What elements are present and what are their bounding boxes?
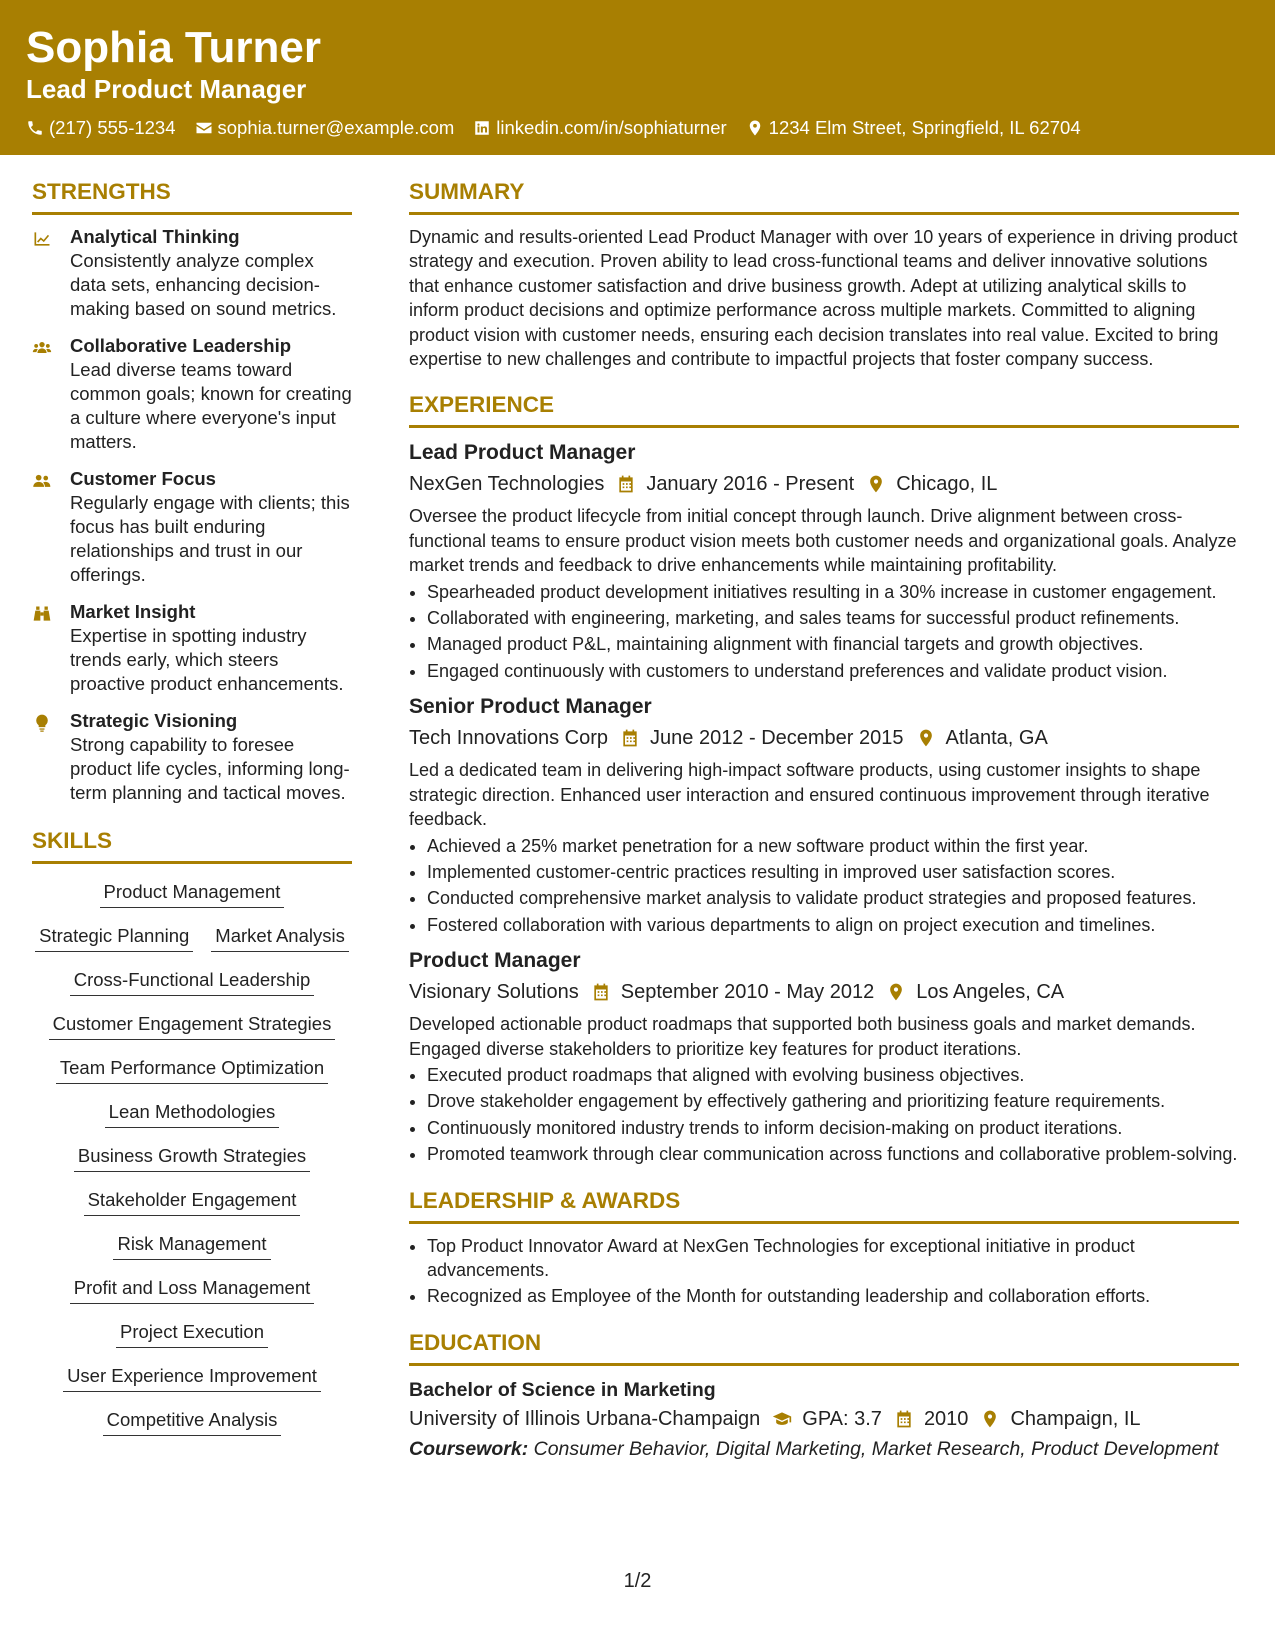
lightbulb-icon (32, 709, 70, 805)
job-bullets (409, 1063, 1239, 1167)
candidate-name: Sophia Turner (26, 23, 321, 72)
coursework-label: Coursework: (409, 1437, 529, 1460)
company-name: Tech Innovations Corp (409, 727, 609, 750)
job-dates: January 2016 - Present (646, 473, 855, 496)
calendar-icon (616, 474, 636, 494)
job-entry (409, 946, 1239, 1166)
contact-bar (26, 115, 1100, 141)
education-heading: EDUCATION (409, 1323, 1239, 1366)
skill-tag: Customer Engagement Strategies (49, 1006, 336, 1040)
calendar-icon (620, 728, 640, 748)
strength-item (32, 709, 352, 805)
bullet-item: • Executed product roadmaps that aligned with evolving business objectives. (427, 1063, 1239, 1087)
award-item: • Top Product Innovator Award at NexGen Technologies for exceptional initiative in product advancements. (427, 1234, 1239, 1283)
job-title: Lead Product Manager (409, 441, 636, 465)
job-description: Oversee the product lifecycle from initial concept through launch. Drive alignment between cross-functional teams to ensure product vision meets both customer needs and organizational goals. Analyze market trends and feedback to drive enhancements while maintaining profitability. (409, 506, 1237, 576)
skill-tag: Strategic Planning (35, 918, 193, 952)
resume-header (0, 0, 1275, 155)
bullet-item: • Spearheaded product development initiatives resulting in a 30% increase in customer engagement. (427, 580, 1239, 604)
summary-heading: SUMMARY (409, 172, 1239, 215)
line-chart-icon (32, 225, 70, 321)
company-name: Visionary Solutions (409, 981, 579, 1004)
contact-linkedin[interactable] (473, 115, 726, 141)
skill-tag: Market Analysis (211, 918, 349, 952)
education-meta (409, 1404, 1239, 1434)
job-meta (409, 722, 1239, 754)
strength-description: Expertise in spotting industry trends early, which steers proactive product enhancements. (70, 625, 344, 694)
awards-heading: LEADERSHIP & AWARDS (409, 1181, 1239, 1224)
contact-address (746, 115, 1081, 141)
phone-icon (26, 119, 44, 137)
skill-tag: Profit and Loss Management (70, 1270, 315, 1304)
education-section (409, 1323, 1239, 1464)
job-dates: September 2010 - May 2012 (620, 981, 875, 1004)
contact-email[interactable] (195, 115, 455, 141)
map-marker-icon (746, 119, 764, 137)
skill-tag: Competitive Analysis (103, 1402, 282, 1436)
skill-tag: Risk Management (113, 1226, 270, 1260)
graduation-year: 2010 (923, 1407, 969, 1430)
strength-title: Customer Focus (70, 468, 216, 489)
award-item: • Recognized as Employee of the Month for outstanding leadership and collaboration efforts. (427, 1284, 1239, 1308)
bullet-item: • Fostered collaboration with various departments to align on project execution and timelines. (427, 913, 1239, 937)
skill-tag: Stakeholder Engagement (84, 1182, 301, 1216)
linkedin-icon (473, 119, 491, 137)
skill-tag: Team Performance Optimization (56, 1050, 328, 1084)
job-location: Los Angeles, CA (916, 981, 1065, 1004)
bullet-item: • Achieved a 25% market penetration for a new software product within the first year. (427, 834, 1239, 858)
contact-linkedin-text[interactable]: linkedin.com/in/sophiaturner (496, 117, 727, 138)
contact-address-text: 1234 Elm Street, Springfield, IL 62704 (768, 117, 1081, 138)
job-bullets (409, 580, 1239, 684)
bullet-item: • Promoted teamwork through clear communication across functions and collaborative problem-solving. (427, 1142, 1239, 1166)
bullet-item: • Collaborated with engineering, marketing, and sales teams for successful product refinements. (427, 606, 1239, 630)
coursework (409, 1434, 1239, 1464)
skill-tag: Business Growth Strategies (74, 1138, 310, 1172)
left-column (32, 172, 352, 1446)
graduation-cap-icon (772, 1409, 792, 1429)
users-icon (32, 334, 70, 454)
strength-item (32, 334, 352, 454)
job-bullets (409, 834, 1239, 938)
strength-title: Market Insight (70, 601, 196, 622)
job-entry (409, 692, 1239, 937)
job-location: Chicago, IL (896, 473, 998, 496)
company-name: NexGen Technologies (409, 473, 605, 496)
calendar-icon (591, 982, 611, 1002)
contact-email-text[interactable]: sophia.turner@example.com (217, 117, 455, 138)
strength-title: Collaborative Leadership (70, 335, 292, 356)
strength-title: Strategic Visioning (70, 710, 238, 731)
skills-section (32, 821, 352, 1446)
job-meta (409, 468, 1239, 500)
strength-item (32, 467, 352, 587)
job-entry (409, 438, 1239, 683)
bullet-item: • Engaged continuously with customers to understand preferences and validate product vision. (427, 659, 1239, 683)
skill-tag: Product Management (100, 874, 285, 908)
map-marker-icon (866, 474, 886, 494)
map-marker-icon (916, 728, 936, 748)
job-title: Product Manager (409, 949, 581, 973)
user-group-icon (32, 467, 70, 587)
awards-section (409, 1181, 1239, 1309)
skill-tag: Cross-Functional Leadership (70, 962, 315, 996)
gpa: GPA: 3.7 (802, 1407, 882, 1430)
skill-tag: User Experience Improvement (63, 1358, 321, 1392)
candidate-role: Lead Product Manager (26, 74, 307, 104)
strength-description: Lead diverse teams toward common goals; known for creating a culture where everyone's input matters. (70, 359, 352, 452)
coursework-list: Consumer Behavior, Digital Marketing, Market Research, Product Development (533, 1437, 1219, 1460)
skills-heading: SKILLS (32, 821, 352, 864)
job-description: Developed actionable product roadmaps that supported both business goals and market demands. Engaged diverse stakeholders to prioritize key features for product iterations. (409, 1014, 1196, 1059)
bullet-item: • Continuously monitored industry trends to inform decision-making on product iterations. (427, 1116, 1239, 1140)
map-marker-icon (886, 982, 906, 1002)
awards-list (409, 1234, 1239, 1309)
strength-description: Consistently analyze complex data sets, enhancing decision-making based on sound metrics. (70, 250, 337, 319)
strength-item (32, 600, 352, 696)
school-name: University of Illinois Urbana-Champaign (409, 1407, 761, 1430)
calendar-icon (894, 1409, 914, 1429)
bullet-item: • Implemented customer-centric practices resulting in improved user satisfaction scores. (427, 860, 1239, 884)
map-marker-icon (980, 1409, 1000, 1429)
skill-tag: Project Execution (116, 1314, 268, 1348)
job-description: Led a dedicated team in delivering high-impact software products, using customer insights to shape strategic direction. Enhanced user interaction and ensured continuous improvement through iterative feedback. (409, 760, 1210, 830)
strengths-list (32, 225, 352, 805)
strength-item (32, 225, 352, 321)
skill-tag: Lean Methodologies (105, 1094, 280, 1128)
degree-title: Bachelor of Science in Marketing (409, 1378, 716, 1401)
summary-text: Dynamic and results-oriented Lead Product Manager with over 10 years of experience in driving product strategy and execution. Proven ability to lead cross-functional teams and deliver innovative solutions that enhance customer satisfaction and drive business growth. Adept at utilizing analytical skills to inform product decisions and optimize performance across multiple markets. Committed to aligning product vision with customer needs, ensuring each decision translates into real value. Excited to bring expertise to new challenges and contribute to impactful projects that foster company success. (409, 227, 1238, 370)
skills-list (32, 874, 352, 1446)
bullet-item: • Managed product P&L, maintaining alignment with financial targets and growth objectives. (427, 632, 1239, 656)
job-dates: June 2012 - December 2015 (650, 727, 904, 750)
bullet-item: • Conducted comprehensive market analysis to validate product strategies and proposed features. (427, 886, 1239, 910)
experience-heading: EXPERIENCE (409, 385, 1239, 428)
binoculars-icon (32, 600, 70, 696)
envelope-icon (195, 119, 213, 137)
job-title: Senior Product Manager (409, 695, 652, 719)
bullet-item: • Drove stakeholder engagement by effectively gathering and prioritizing feature requirements. (427, 1089, 1239, 1113)
school-location: Champaign, IL (1010, 1407, 1141, 1430)
contact-phone (26, 115, 176, 141)
contact-phone-text: (217) 555-1234 (49, 117, 176, 138)
strengths-heading: STRENGTHS (32, 172, 352, 215)
job-meta (409, 976, 1239, 1008)
strength-title: Analytical Thinking (70, 226, 240, 247)
right-column (409, 172, 1239, 1464)
page-number: 1/2 (623, 1570, 652, 1592)
job-location: Atlanta, GA (945, 727, 1048, 750)
strength-description: Strong capability to foresee product life cycles, informing long-term planning and tactical moves. (70, 734, 350, 803)
strength-description: Regularly engage with clients; this focus has built enduring relationships and trust in our offerings. (70, 492, 350, 585)
